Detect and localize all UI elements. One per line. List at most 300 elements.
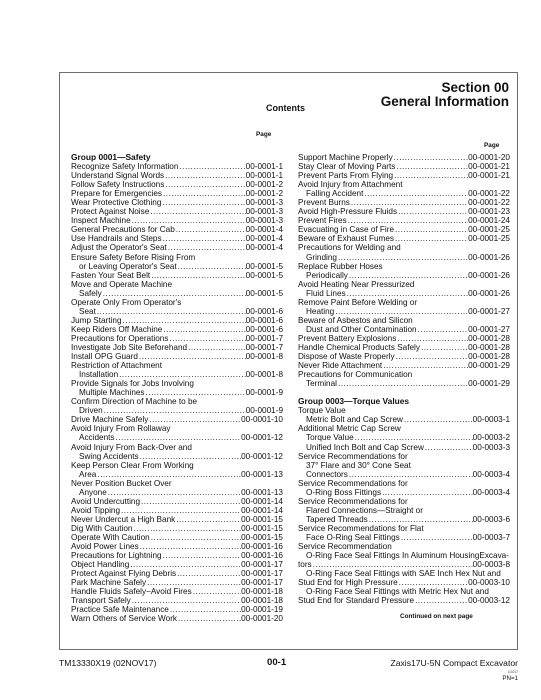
toc-entry xyxy=(298,162,510,171)
toc-entry-title: Transport Safely xyxy=(71,596,131,606)
toc-entry-title: Periodically xyxy=(306,270,348,280)
toc-page-ref: 00-0001-13 xyxy=(241,469,283,479)
toc-entry-title: Service Recommendations for xyxy=(298,496,408,506)
toc-entry-title: Metric Bolt and Cap Screw xyxy=(306,415,403,425)
toc-entry-title: Avoid Tipping xyxy=(71,505,121,515)
toc-leader-dots xyxy=(118,370,246,379)
toc-entry xyxy=(71,171,283,180)
toc-page-ref: 00-0001-22 xyxy=(468,189,510,199)
toc-page-ref: 00-0001-21 xyxy=(468,162,510,172)
toc-page-ref: 00-0001-20 xyxy=(468,153,510,162)
toc-entry xyxy=(298,325,510,334)
toc-entry xyxy=(71,280,283,289)
toc-entry-title: Avoid Heating Near Pressurized xyxy=(298,279,415,289)
toc-entry xyxy=(71,343,283,352)
toc-page-ref: 00-0001-9 xyxy=(245,388,283,398)
toc-leader-dots xyxy=(149,207,245,216)
toc-entry xyxy=(71,216,283,225)
toc-page-ref: 00-0001-1 xyxy=(245,171,283,181)
toc-entry-title: Evacuating in Case of Fire xyxy=(298,225,395,235)
toc-leader-dots xyxy=(146,578,241,587)
toc-page-ref: 00-0001-18 xyxy=(241,587,283,597)
toc-entry xyxy=(71,361,283,370)
toc-entry xyxy=(71,207,283,216)
toc-entry-title: Prevent Fires xyxy=(298,216,347,226)
toc-page-ref: 00-0003-4 xyxy=(472,487,510,497)
toc-entry-title: Prepare for Emergencies xyxy=(71,189,163,199)
page-label-right: Page xyxy=(484,142,500,149)
toc-leader-dots xyxy=(150,533,241,542)
toc-entry xyxy=(71,397,283,406)
toc-entry-title: Accidents xyxy=(79,433,115,443)
toc-entry xyxy=(71,542,283,551)
toc-page-ref: 00-0001-27 xyxy=(468,324,510,334)
toc-entry xyxy=(298,452,510,461)
toc-entry xyxy=(71,271,283,280)
toc-leader-dots xyxy=(162,234,246,243)
toc-entry xyxy=(71,334,283,343)
toc-entry-title: Protect Against Noise xyxy=(71,207,150,217)
toc-entry xyxy=(298,506,510,515)
footer-pn: PN=1 xyxy=(502,675,518,682)
toc-entry xyxy=(71,162,283,171)
toc-page-ref: 00-0001-14 xyxy=(241,496,283,506)
toc-entry-title: Inspect Machine xyxy=(71,216,131,226)
toc-entry xyxy=(298,216,510,225)
toc-entry-title: Torque Value xyxy=(306,433,354,443)
toc-group-title: Group 0003—Torque Values xyxy=(298,396,410,407)
toc-entry-title: Fasten Your Seat Belt xyxy=(71,270,151,280)
toc-leader-dots xyxy=(381,488,473,497)
toc-entry xyxy=(298,234,510,243)
toc-leader-dots xyxy=(350,198,468,207)
toc-page-ref: 00-0001-24 xyxy=(468,216,510,226)
toc-leader-dots xyxy=(132,524,241,533)
toc-entry xyxy=(71,614,283,623)
toc-page-ref: 00-0001-15 xyxy=(241,523,283,533)
toc-entry-title: O-Ring Face Seal Fittings with Metric Hex Nut and xyxy=(306,587,489,597)
toc-entry xyxy=(298,406,510,415)
toc-leader-dots xyxy=(162,551,242,560)
toc-entry xyxy=(71,569,283,578)
toc-entry-title: Move and Operate Machine xyxy=(71,279,173,289)
toc-entry-title: Handle Chemical Products Safely xyxy=(298,342,420,352)
toc-page-ref: 00-0001-18 xyxy=(241,596,283,606)
toc-entry-title: O-Ring Face Seal Fittings with SAE Inch Hex Nut and xyxy=(306,569,501,579)
toc-page-ref: 00-0001-7 xyxy=(245,342,283,352)
toc-entry-title: Recognize Safety Information xyxy=(71,162,179,172)
toc-leader-dots xyxy=(169,605,241,614)
toc-page-ref: 00-0001-8 xyxy=(245,370,283,380)
toc-leader-dots xyxy=(192,587,241,596)
toc-entry-title: Object Handling xyxy=(71,560,130,570)
toc-entry xyxy=(298,533,510,542)
continued-note: Continued on next page xyxy=(400,613,473,620)
toc-entry xyxy=(298,515,510,524)
toc-page-ref: 00-0003-3 xyxy=(472,442,510,452)
toc-leader-dots xyxy=(140,497,241,506)
toc-entry xyxy=(298,397,510,406)
toc-page-ref: 00-0003-10 xyxy=(468,578,510,588)
toc-entry xyxy=(71,479,283,488)
toc-entry xyxy=(71,180,283,189)
toc-entry xyxy=(71,470,283,479)
toc-page-ref: 00-0001-26 xyxy=(468,288,510,298)
toc-entry xyxy=(298,343,510,352)
toc-entry xyxy=(298,198,510,207)
toc-entry-title: Confirm Direction of Machine to be xyxy=(71,397,198,407)
toc-entry-title: Dust and Other Contamination xyxy=(306,324,417,334)
toc-entry-title: Jump Starting xyxy=(71,315,122,325)
toc-entry-title: Handle Fluids Safely−Avoid Fires xyxy=(71,587,192,597)
toc-page-ref: 00-0001-16 xyxy=(241,551,283,561)
toc-entry-title: Beware of Asbestos and Silicon xyxy=(298,315,413,325)
toc-entry xyxy=(71,424,283,433)
toc-leader-dots xyxy=(129,560,241,569)
toc-group-title: Group 0001—Safety xyxy=(71,152,151,162)
toc-leader-dots xyxy=(178,162,245,171)
toc-entry xyxy=(298,307,510,316)
toc-entry-title: Prevent Burns xyxy=(298,198,350,208)
toc-entry-title: Dispose of Waste Properly xyxy=(298,352,395,362)
toc-leader-dots xyxy=(348,470,473,479)
toc-entry-title: General Precautions for Cab xyxy=(71,225,175,235)
footer-manual-id: TM13330X19 (02NOV17) xyxy=(59,658,157,668)
toc-leader-dots xyxy=(394,234,468,243)
toc-leader-dots xyxy=(167,243,246,252)
toc-entry-title: Park Machine Safely xyxy=(71,578,147,588)
toc-leader-dots xyxy=(164,180,245,189)
toc-entry-title: Wear Protective Clothing xyxy=(71,198,162,208)
toc-page-ref: 00-0001-12 xyxy=(241,433,283,443)
toc-entry-title: Stud End for Standard Pressure xyxy=(298,596,415,606)
toc-page-ref: 00-0001-28 xyxy=(468,333,510,343)
toc-leader-dots xyxy=(354,433,473,442)
toc-page-ref: 00-0001-4 xyxy=(245,243,283,253)
toc-entry xyxy=(71,524,283,533)
toc-entry xyxy=(71,605,283,614)
footer-page-number: 00-1 xyxy=(267,657,287,668)
toc-leader-dots xyxy=(347,216,468,225)
toc-page-ref: 00-0003-12 xyxy=(468,596,510,606)
toc-leader-dots xyxy=(175,225,246,234)
footer-code: 110217 xyxy=(507,670,518,674)
toc-entry xyxy=(71,243,283,252)
toc-entry xyxy=(71,497,283,506)
toc-entry xyxy=(71,415,283,424)
toc-entry xyxy=(298,298,510,307)
toc-page-ref: 00-0001-6 xyxy=(245,315,283,325)
toc-entry-title: Service Recommendations for Flat xyxy=(298,523,424,533)
toc-page-ref: 00-0003-4 xyxy=(472,469,510,479)
toc-entry xyxy=(298,415,510,424)
toc-leader-dots xyxy=(138,352,246,361)
toc-page-ref: 00-0001-1 xyxy=(245,162,283,172)
toc-entry xyxy=(298,361,510,370)
toc-leader-dots xyxy=(393,171,468,180)
toc-entry xyxy=(298,316,510,325)
toc-page-ref: 00-0003-2 xyxy=(472,433,510,443)
toc-page-ref: 00-0001-3 xyxy=(245,216,283,226)
toc-entry-title: Tapered Threads xyxy=(306,514,368,524)
toc-page-ref: 00-0003-8 xyxy=(472,560,510,570)
toc-leader-dots xyxy=(148,415,241,424)
toc-entry xyxy=(298,488,510,497)
toc-leader-dots xyxy=(348,271,468,280)
toc-page-ref: 00-0003-6 xyxy=(472,514,510,524)
toc-entry xyxy=(71,551,283,560)
toc-entry-title: Avoid Injury From Back-Over and xyxy=(71,442,192,452)
toc-entry xyxy=(298,587,510,596)
toc-entry-title: Practice Safe Maintenance xyxy=(71,605,169,615)
toc-leader-dots xyxy=(420,343,468,352)
toc-entry xyxy=(71,253,283,262)
toc-page-ref: 00-0001-5 xyxy=(245,261,283,271)
toc-entry-title: Prevent Battery Explosions xyxy=(298,333,397,343)
toc-page-ref: 00-0003-1 xyxy=(472,415,510,425)
toc-entry-title: Precautions for Communication xyxy=(298,370,413,380)
toc-entry-title: Avoid Power Lines xyxy=(71,542,139,552)
toc-entry-title: Safely xyxy=(79,288,102,298)
toc-leader-dots xyxy=(337,253,468,262)
toc-entry xyxy=(71,578,283,587)
toc-entry-title: Dig With Caution xyxy=(71,523,133,533)
toc-entry xyxy=(298,262,510,271)
toc-entry xyxy=(298,171,510,180)
toc-leader-dots xyxy=(115,433,242,442)
toc-page-ref: 00-0001-2 xyxy=(245,180,283,190)
contents-heading: Contents xyxy=(266,103,305,113)
toc-entry-title: Remove Paint Before Welding or xyxy=(298,297,418,307)
toc-leader-dots xyxy=(175,515,241,524)
toc-entry-title: Install OPG Guard xyxy=(71,352,138,362)
toc-page-ref: 00-0001-27 xyxy=(468,306,510,316)
toc-entry xyxy=(71,406,283,415)
toc-page-ref: 00-0001-25 xyxy=(468,225,510,235)
toc-entry xyxy=(71,262,283,271)
toc-entry xyxy=(71,443,283,452)
toc-entry-title: Operate Only From Operator's xyxy=(71,297,182,307)
toc-leader-dots xyxy=(397,207,468,216)
toc-page-ref: 00-0001-5 xyxy=(245,270,283,280)
toc-entry-title: Never Undercut a High Bank xyxy=(71,514,176,524)
toc-entry xyxy=(298,443,510,452)
toc-entry-title: Grinding xyxy=(306,252,337,262)
toc-entry-title: Never Position Bucket Over xyxy=(71,478,172,488)
toc-entry xyxy=(71,533,283,542)
toc-entry-title: or Leaving Operator's Seat xyxy=(79,261,177,271)
toc-left-column xyxy=(71,153,283,623)
toc-entry-title: Service Recommendation xyxy=(298,542,392,552)
toc-entry-title: Keep Riders Off Machine xyxy=(71,324,163,334)
toc-leader-dots xyxy=(102,289,246,298)
toc-page-ref: 00-0001-26 xyxy=(468,270,510,280)
toc-leader-dots xyxy=(403,415,473,424)
toc-entry-title: Falling Accident xyxy=(306,189,364,199)
toc-leader-dots xyxy=(417,325,469,334)
toc-entry-title: O-Ring Face Seal Fittings In Aluminum HousingExcava- xyxy=(306,551,509,561)
toc-right-column xyxy=(298,153,510,605)
toc-entry-title: Understand Signal Words xyxy=(71,171,165,181)
toc-entry-title: Terminal xyxy=(306,379,337,389)
toc-page-ref: 00-0001-12 xyxy=(241,451,283,461)
toc-leader-dots xyxy=(131,216,246,225)
toc-page-ref: 00-0001-20 xyxy=(241,614,283,624)
toc-entry-title: Flared Connections—Straight or xyxy=(306,505,423,515)
toc-entry-title: Stud End for High Pressure xyxy=(298,578,398,588)
toc-entry xyxy=(298,271,510,280)
toc-leader-dots xyxy=(346,289,469,298)
toc-page-ref: 00-0001-23 xyxy=(468,207,510,217)
toc-entry xyxy=(71,370,283,379)
toc-leader-dots xyxy=(400,533,473,542)
toc-entry xyxy=(71,461,283,470)
toc-entry-title: tors xyxy=(298,560,312,570)
toc-entry-title: Adjust the Operator's Seat xyxy=(71,243,167,253)
toc-entry-title: Ensure Safety Before Rising From xyxy=(71,252,196,262)
toc-leader-dots xyxy=(162,189,246,198)
toc-leader-dots xyxy=(393,153,468,162)
toc-entry-title: 37° Flare and 30° Cone Seat xyxy=(306,460,411,470)
toc-entry xyxy=(71,452,283,461)
toc-leader-dots xyxy=(168,334,245,343)
toc-page-ref: 00-0001-9 xyxy=(245,406,283,416)
toc-leader-dots xyxy=(96,470,241,479)
toc-entry xyxy=(71,388,283,397)
toc-entry-title: Face O-Ring Seal Fittings xyxy=(306,532,400,542)
toc-page-ref: 00-0001-15 xyxy=(241,514,283,524)
toc-entry xyxy=(71,587,283,596)
toc-entry xyxy=(298,289,510,298)
toc-entry-title: Warn Others of Service Work xyxy=(71,614,178,624)
toc-leader-dots xyxy=(396,334,468,343)
toc-page-ref: 00-0001-21 xyxy=(468,171,510,181)
section-number: Section 00 xyxy=(441,80,509,95)
toc-page-ref: 00-0001-17 xyxy=(241,578,283,588)
toc-entry xyxy=(71,289,283,298)
toc-leader-dots xyxy=(395,352,468,361)
toc-leader-dots xyxy=(107,488,241,497)
toc-entry xyxy=(298,424,510,433)
toc-leader-dots xyxy=(139,452,241,461)
toc-page-ref: 00-0001-4 xyxy=(245,225,283,235)
toc-entry-title: Support Machine Properly xyxy=(298,153,393,162)
toc-leader-dots xyxy=(368,515,473,524)
toc-page-ref: 00-0001-28 xyxy=(468,342,510,352)
toc-entry-title: Heating xyxy=(306,306,335,316)
toc-leader-dots xyxy=(164,171,246,180)
toc-entry-title: Avoid Injury from Attachment xyxy=(298,180,403,190)
toc-entry xyxy=(71,189,283,198)
toc-page-ref: 00-0003-7 xyxy=(472,532,510,542)
toc-leader-dots xyxy=(334,307,468,316)
toc-leader-dots xyxy=(162,325,245,334)
toc-page-ref: 00-0001-4 xyxy=(245,234,283,244)
toc-leader-dots xyxy=(120,506,241,515)
toc-entry xyxy=(298,524,510,533)
toc-entry-title: Installation xyxy=(79,370,119,380)
toc-entry xyxy=(298,180,510,189)
toc-entry-title: Never Ride Attachment xyxy=(298,361,383,371)
toc-entry-title: O-Ring Boss Fittings xyxy=(306,487,382,497)
toc-entry xyxy=(298,189,510,198)
toc-leader-dots xyxy=(103,406,246,415)
toc-entry-title: Service Recommendations for xyxy=(298,451,408,461)
toc-entry xyxy=(71,379,283,388)
toc-entry xyxy=(298,497,510,506)
toc-page-ref: 00-0001-10 xyxy=(241,415,283,425)
toc-entry-title: Prevent Parts From Flying xyxy=(298,171,394,181)
toc-entry xyxy=(71,234,283,243)
toc-entry xyxy=(71,298,283,307)
footer-machine-title: Zaxis17U-5N Compact Excavator xyxy=(390,658,518,668)
page-label-left: Page xyxy=(256,131,272,138)
toc-entry-title: Investigate Job Site Beforehand xyxy=(71,342,188,352)
toc-entry-title: Protect Against Flying Debris xyxy=(71,569,177,579)
toc-entry xyxy=(71,506,283,515)
toc-leader-dots xyxy=(337,379,468,388)
toc-page-ref: 00-0001-17 xyxy=(241,560,283,570)
toc-entry xyxy=(298,334,510,343)
toc-leader-dots xyxy=(145,388,246,397)
toc-entry xyxy=(71,325,283,334)
toc-entry-title: Connectors xyxy=(306,469,348,479)
toc-entry xyxy=(298,253,510,262)
toc-page-ref: 00-0001-17 xyxy=(241,569,283,579)
toc-entry xyxy=(298,596,510,605)
toc-entry xyxy=(298,280,510,289)
toc-page-ref: 00-0001-3 xyxy=(245,198,283,208)
toc-entry xyxy=(298,370,510,379)
toc-entry xyxy=(298,542,510,551)
toc-leader-dots xyxy=(122,316,246,325)
toc-page-ref: 00-0001-26 xyxy=(468,252,510,262)
toc-page-ref: 00-0001-29 xyxy=(468,379,510,389)
toc-entry xyxy=(298,569,510,578)
toc-leader-dots xyxy=(312,560,473,569)
toc-entry-title: Service Recommendations for xyxy=(298,478,408,488)
toc-leader-dots xyxy=(131,596,241,605)
toc-page-ref: 00-0001-13 xyxy=(241,487,283,497)
toc-page-ref: 00-0001-25 xyxy=(468,234,510,244)
toc-entry-title: Seat xyxy=(79,306,96,316)
toc-entry-title: Torque Value xyxy=(298,406,346,416)
toc-entry xyxy=(298,551,510,560)
toc-entry-title: Anyone xyxy=(79,487,107,497)
toc-entry xyxy=(298,560,510,569)
toc-entry-title: Fluid Lines xyxy=(306,288,346,298)
toc-page-ref: 00-0001-6 xyxy=(245,324,283,334)
section-title: General Information xyxy=(380,94,509,109)
toc-entry xyxy=(71,225,283,234)
toc-entry xyxy=(298,379,510,388)
toc-page-ref: 00-0001-22 xyxy=(468,198,510,208)
toc-entry xyxy=(298,243,510,252)
toc-entry-title: Additional Metric Cap Screw xyxy=(298,424,401,434)
toc-page-ref: 00-0001-29 xyxy=(468,361,510,371)
toc-entry-title: Multiple Machines xyxy=(79,388,145,398)
toc-entry xyxy=(71,596,283,605)
toc-entry xyxy=(71,316,283,325)
toc-entry-title: Driven xyxy=(79,406,103,416)
toc-entry-title: Area xyxy=(79,469,97,479)
toc-page-ref: 00-0001-28 xyxy=(468,352,510,362)
toc-entry-title: Swing Accidents xyxy=(79,451,139,461)
toc-entry-title: Stay Clear of Moving Parts xyxy=(298,162,396,172)
toc-entry xyxy=(298,479,510,488)
toc-entry-title: Keep Person Clear From Working xyxy=(71,460,194,470)
toc-entry-title: Avoid High-Pressure Fluids xyxy=(298,207,398,217)
